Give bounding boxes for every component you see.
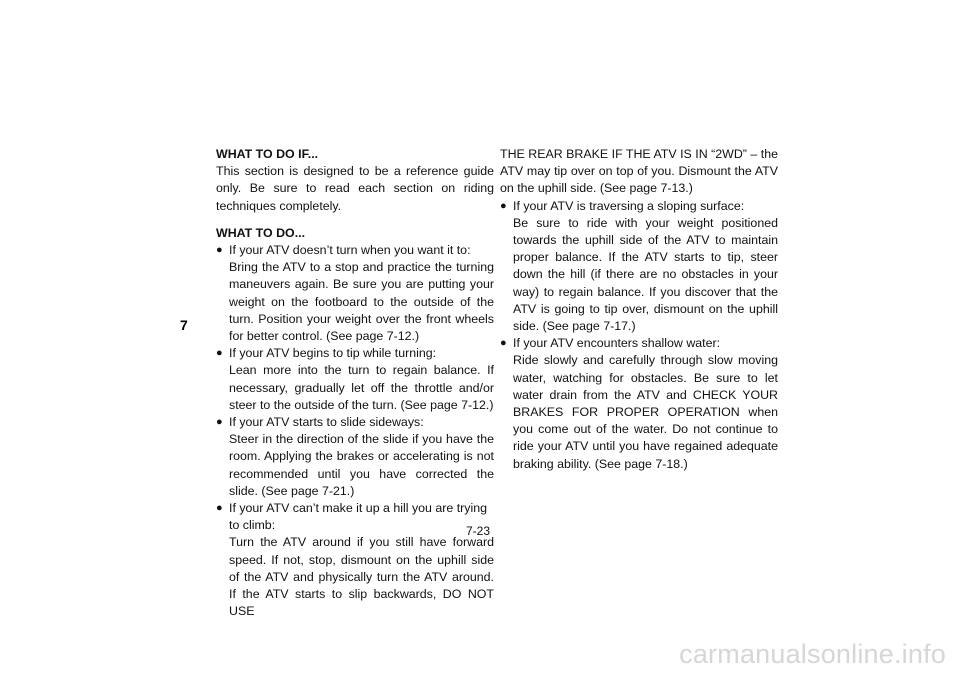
item-title: If your ATV can’t make it up a hill you are trying to climb: — [229, 501, 488, 533]
bullet-icon: ● — [216, 347, 223, 360]
item-title: If your ATV begins to tip while turning: — [229, 346, 437, 361]
bullet-icon: ● — [216, 502, 223, 515]
continued-text: THE REAR BRAKE IF THE ATV IS IN “2WD” – the ATV may tip over on top of you. Dismount the ATV on the uphill side. (See page 7-13.) — [500, 147, 778, 196]
list-item — [216, 345, 494, 414]
left-column — [216, 146, 494, 620]
item-body: Steer in the direction of the slide if you have the room. Applying the brakes or accelerating is not recommended until you have corrected the slide. (See page 7-21.) — [229, 432, 494, 498]
list-item — [216, 500, 494, 620]
bullet-icon: ● — [216, 244, 223, 257]
item-title: If your ATV starts to slide sideways: — [229, 415, 424, 430]
page-number: 7-23 — [466, 524, 491, 538]
list-item — [500, 198, 778, 336]
item-title: If your ATV encounters shallow water: — [513, 336, 721, 351]
bullet-icon: ● — [500, 337, 507, 350]
chapter-number: 7 — [180, 317, 188, 333]
item-body: Be sure to ride with your weight positioned towards the uphill side of the ATV to maintain proper balance. If the ATV starts to tip, steer down the hill (if there are no obstacles in your way) to regain balance. If you discover that the ATV is going to tip over, dismount on the uphill side. (See page 7-17.) — [513, 215, 778, 334]
intro-paragraph: This section is designed to be a reference guide only. Be sure to read each section on riding techniques completely. — [216, 164, 494, 213]
subsection-title: WHAT TO DO... — [216, 225, 306, 240]
item-body: Ride slowly and carefully through slow moving water, watching for obstacles. Be sure to let water drain from the ATV and CHECK YOUR BRAKES FOR PROPER OPERATION when you come out of the water. Do not continue to ride your ATV until you have regained adequate braking ability. (See page 7-18.) — [513, 353, 778, 471]
item-body: Turn the ATV around if you still have forward speed. If not, stop, dismount on the uphill side of the ATV and physically turn the ATV around. If the ATV starts to slip backwards, DO NOT USE — [229, 535, 494, 619]
list-item — [216, 414, 494, 500]
chapter-tab — [180, 317, 204, 349]
bullet-icon: ● — [500, 199, 507, 212]
item-title: If your ATV doesn’t turn when you want it to: — [229, 243, 471, 258]
item-title: If your ATV is traversing a sloping surface: — [513, 198, 745, 213]
section-title: WHAT TO DO IF... — [216, 147, 319, 161]
list-item — [216, 242, 494, 345]
right-column — [500, 146, 778, 473]
item-body: Bring the ATV to a stop and practice the turning maneuvers again. Be sure you are putting your weight on the footboard to the outside of the turn. Position your weight over the front wheels for better control. (See page 7-12.) — [229, 260, 494, 344]
list-item — [500, 335, 778, 473]
bullet-icon: ● — [216, 416, 223, 429]
watermark: carmanualsonline.info — [679, 639, 946, 669]
item-body: Lean more into the turn to regain balance. If necessary, gradually let off the throttle and/or steer to the outside of the turn. (See page 7-12.) — [229, 363, 494, 412]
